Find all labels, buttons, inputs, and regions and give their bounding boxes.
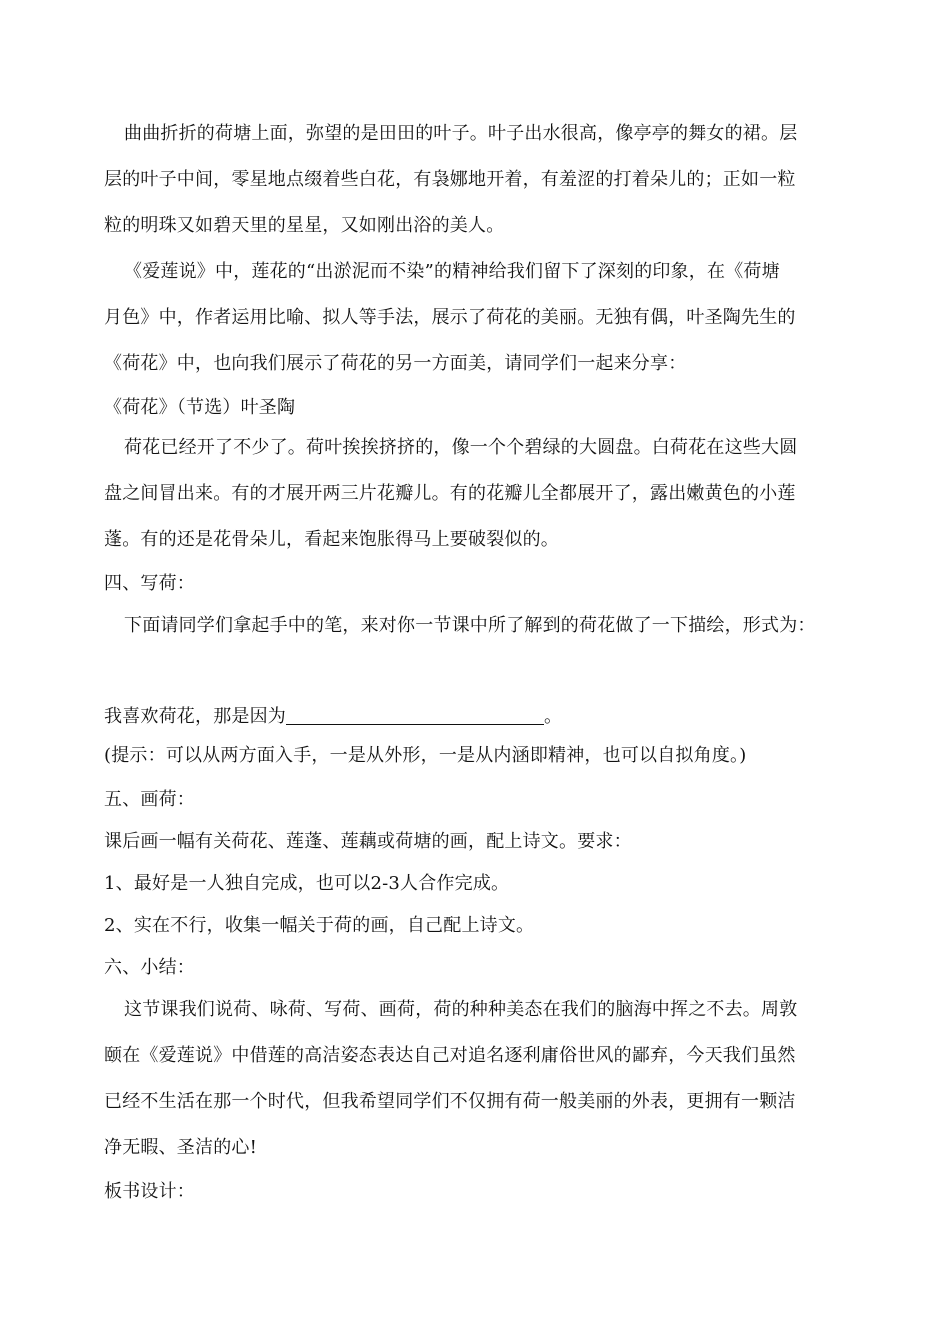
fill-prefix: 我喜欢荷花，那是因为 bbox=[104, 706, 286, 727]
hint-text: (提示：可以从两方面入手，一是从外形，一是从内涵即精神，也可以自拟角度。) bbox=[104, 745, 747, 766]
paragraph-line: 课后画一幅有关荷花、莲蓬、莲藕或荷塘的画，配上诗文。要求： bbox=[104, 831, 632, 852]
section-heading-draw: 五、画荷： bbox=[104, 789, 195, 810]
paragraph-line: 这节课我们说荷、咏荷、写荷、画荷，荷的种种美态在我们的脑海中挥之不去。周敦 bbox=[124, 999, 798, 1020]
paragraph-line: 《爱莲说》中，莲花的“出淤泥而不染”的精神给我们留下了深刻的印象，在《荷塘 bbox=[124, 261, 780, 282]
fill-in-sentence bbox=[104, 704, 562, 729]
paragraph-line: 层的叶子中间，零星地点缀着些白花，有袅娜地开着，有羞涩的打着朵儿的；正如一粒 bbox=[104, 169, 796, 190]
paragraph-line: 蓬。有的还是花骨朵儿，看起来饱胀得马上要破裂似的。 bbox=[104, 529, 559, 550]
requirement-1: 1、最好是一人独自完成，也可以2-3人合作完成。 bbox=[104, 873, 510, 894]
paragraph-line: 粒的明珠又如碧天里的星星，又如刚出浴的美人。 bbox=[104, 215, 505, 236]
excerpt-title: 《荷花》（节选）叶圣陶 bbox=[104, 397, 296, 418]
paragraph-line: 已经不生活在那一个时代，但我希望同学们不仅拥有荷一般美丽的外表，更拥有一颗洁 bbox=[104, 1091, 796, 1112]
paragraph-line: 荷花已经开了不少了。荷叶挨挨挤挤的，像一个个碧绿的大圆盘。白荷花在这些大圆 bbox=[124, 437, 798, 458]
paragraph-line: 净无暇、圣洁的心! bbox=[104, 1137, 258, 1158]
section-heading-summary: 六、小结： bbox=[104, 957, 195, 978]
section-heading-write: 四、写荷： bbox=[104, 573, 195, 594]
paragraph-line: 曲曲折折的荷塘上面，弥望的是田田的叶子。叶子出水很高，像亭亭的舞女的裙。层 bbox=[124, 123, 798, 144]
fill-suffix: 。 bbox=[544, 706, 563, 727]
paragraph-line: 盘之间冒出来。有的才展开两三片花瓣儿。有的花瓣儿全都展开了，露出嫩黄色的小莲 bbox=[104, 483, 796, 504]
paragraph-line: 《荷花》中，也向我们展示了荷花的另一方面美，请同学们一起来分享： bbox=[104, 353, 687, 374]
requirement-2: 2、实在不行，收集一幅关于荷的画，自己配上诗文。 bbox=[104, 915, 535, 936]
board-design-heading: 板书设计： bbox=[104, 1181, 195, 1202]
paragraph-line: 颐在《爱莲说》中借莲的高洁姿态表达自己对追名逐利庸俗世风的鄙弃，今天我们虽然 bbox=[104, 1045, 796, 1066]
paragraph-line: 下面请同学们拿起手中的笔，来对你一节课中所了解到的荷花做了一下描绘，形式为： bbox=[124, 615, 816, 636]
paragraph-line: 月色》中，作者运用比喻、拟人等手法，展示了荷花的美丽。无独有偶，叶圣陶先生的 bbox=[104, 307, 796, 328]
answer-blank bbox=[286, 704, 544, 725]
